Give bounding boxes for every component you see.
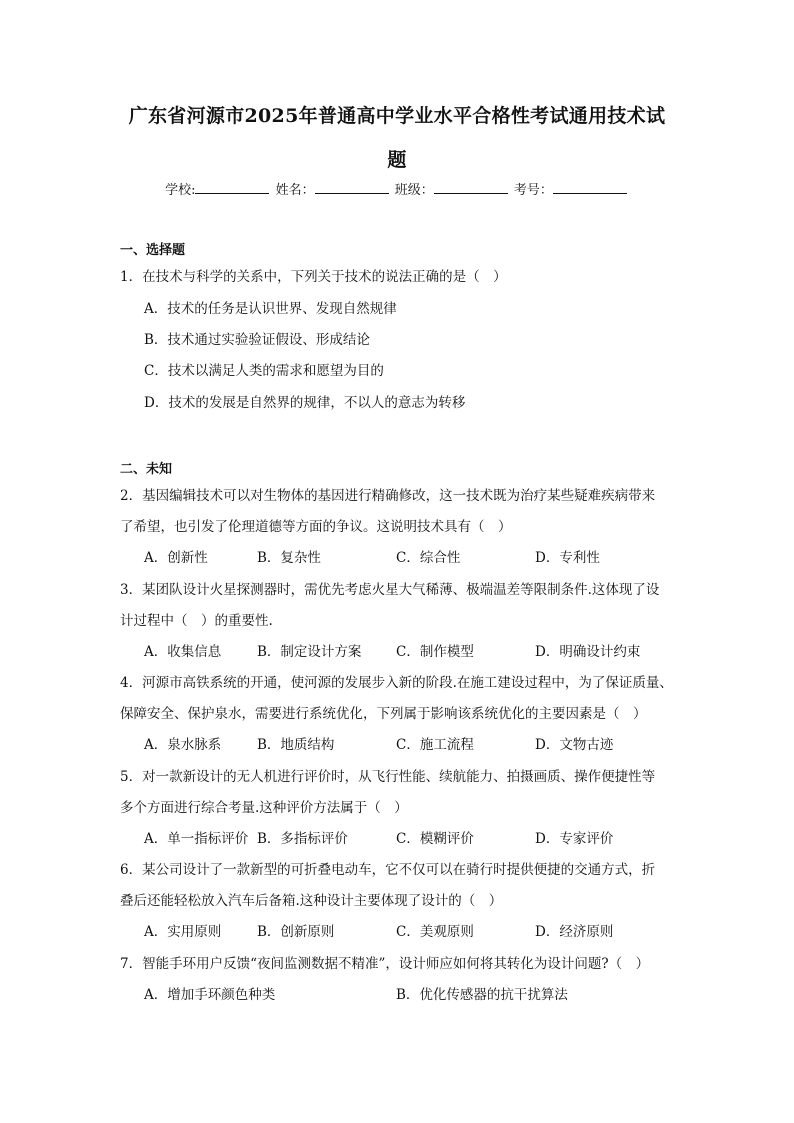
question-1-stem: 1．在技术与科学的关系中，下列关于技术的说法正确的是（ ）	[120, 269, 507, 285]
question-1-option-b[interactable]: B．技术通过实验验证假设、形成结论	[144, 332, 370, 348]
question-6-option-d[interactable]: D．经济原则	[535, 924, 614, 940]
page-title-line-1: 广东省河源市2025年普通高中学业水平合格性考试通用技术试	[128, 105, 666, 127]
question-3-option-d[interactable]: D．明确设计约束	[535, 644, 641, 660]
exam-number-blank[interactable]	[553, 180, 627, 194]
page-title-line-2: 题	[387, 149, 407, 171]
question-2-option-c[interactable]: C．综合性	[396, 550, 461, 566]
question-4-stem-line-2: 保障安全、保护泉水，需要进行系统优化，下列属于影响该系统优化的主要因素是（ ）	[120, 706, 647, 722]
question-6-stem-line-1: 6．某公司设计了一款新型的可折叠电动车，它不仅可以在骑行时提供便捷的交通方式，折	[120, 862, 656, 878]
question-2-option-b[interactable]: B．复杂性	[257, 550, 321, 566]
question-2-option-d[interactable]: D．专利性	[535, 550, 600, 566]
question-1-option-a[interactable]: A．技术的任务是认识世界、发现自然规律	[144, 301, 397, 317]
question-5-option-d[interactable]: D．专家评价	[535, 831, 614, 847]
question-5-stem-line-1: 5．对一款新设计的无人机进行评价时，从飞行性能、续航能力、拍摄画质、操作便捷性等	[120, 769, 656, 785]
name-label: 姓名：	[275, 183, 315, 198]
question-5-option-c[interactable]: C．模糊评价	[396, 831, 474, 847]
question-6-option-c[interactable]: C．美观原则	[396, 924, 474, 940]
question-4-stem-line-1: 4．河源市高铁系统的开通，使河源的发展步入新的阶段.在施工建设过程中，为了保证质量、	[120, 675, 673, 691]
question-2-stem-line-1: 2．基因编辑技术可以对生物体的基因进行精确修改，这一技术既为治疗某些疑难疾病带来	[120, 488, 656, 504]
question-6-option-a[interactable]: A．实用原则	[144, 924, 222, 940]
question-7-option-a[interactable]: A．增加手环颜色种类	[144, 987, 276, 1003]
section-heading-choice: 一、选择题	[120, 243, 186, 258]
question-4-option-d[interactable]: D．文物古迹	[535, 737, 614, 753]
question-5-option-a[interactable]: A．单一指标评价	[144, 831, 249, 847]
question-3-stem-line-1: 3．某团队设计火星探测器时，需优先考虑火星大气稀薄、极端温差等限制条件.这体现了设	[120, 582, 660, 598]
question-7-option-b[interactable]: B．优化传感器的抗干扰算法	[396, 987, 568, 1003]
question-4-option-b[interactable]: B．地质结构	[257, 737, 335, 753]
question-6-stem-line-2: 叠后还能轻松放入汽车后备箱.这种设计主要体现了设计的（ ）	[120, 893, 503, 909]
question-2-stem-line-2: 了希望，也引发了伦理道德等方面的争议。这说明技术具有（ ）	[120, 519, 512, 535]
question-7-stem-line-1: 7．智能手环用户反馈“夜间监测数据不精准”，设计师应如何将其转化为设计问题?（ ）	[120, 956, 650, 972]
school-blank[interactable]	[195, 180, 269, 194]
question-5-option-b[interactable]: B．多指标评价	[257, 831, 348, 847]
question-4-option-c[interactable]: C．施工流程	[396, 737, 474, 753]
school-label: 学校:	[165, 183, 196, 198]
question-5-stem-line-2: 多个方面进行综合考量.这种评价方法属于（ ）	[120, 800, 408, 816]
question-3-option-a[interactable]: A．收集信息	[144, 644, 222, 660]
question-3-option-b[interactable]: B．制定设计方案	[257, 644, 362, 660]
question-4-option-a[interactable]: A．泉水脉系	[144, 737, 222, 753]
name-blank[interactable]	[315, 180, 389, 194]
class-label: 班级：	[394, 183, 434, 198]
question-1-option-c[interactable]: C．技术以满足人类的需求和愿望为目的	[144, 363, 384, 379]
question-2-option-a[interactable]: A．创新性	[144, 550, 208, 566]
question-3-stem-line-2: 计过程中（ ）的重要性.	[120, 613, 273, 629]
class-blank[interactable]	[434, 180, 508, 194]
exam-number-label: 考号：	[513, 183, 553, 198]
section-heading-unknown: 二、未知	[120, 462, 173, 477]
question-6-option-b[interactable]: B．创新原则	[257, 924, 335, 940]
student-info-row	[0, 180, 794, 201]
question-3-option-c[interactable]: C．制作模型	[396, 644, 474, 660]
question-1-option-d[interactable]: D．技术的发展是自然界的规律，不以人的意志为转移	[144, 395, 466, 411]
